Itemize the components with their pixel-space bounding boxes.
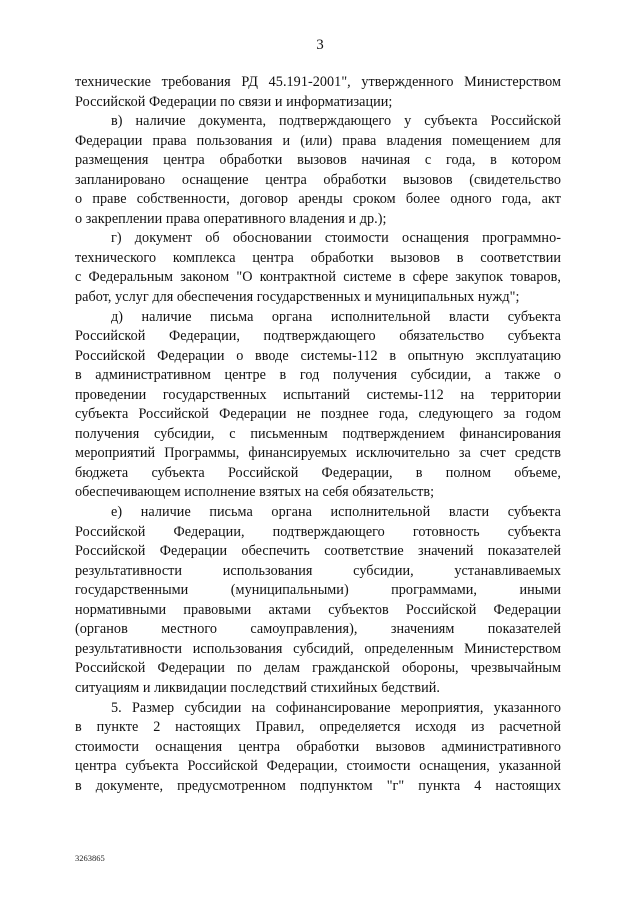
text-line: субъекта Российской Федерации не позднее года, следующего за годом <box>75 406 561 423</box>
text-line: бюджета субъекта Российской Федерации, в полном объеме, <box>75 464 561 481</box>
text-line: о закреплении права оперативного владения и др.); <box>75 210 387 227</box>
text-line: технические требования РД 45.191-2001", утвержденного Министерством <box>75 74 561 90</box>
text-line: технического комплекса центра обработки вызовов в соответствии <box>75 249 561 266</box>
page-number: 3 <box>316 37 324 53</box>
text-line: в документе, предусмотренном подпунктом "г" пункта 4 настоящих <box>75 777 561 794</box>
text-line: нормативными правовыми актами субъектов Российской Федерации <box>75 601 561 618</box>
text-line: центра субъекта Российской Федерации, стоимости оснащения, указанной <box>75 758 561 775</box>
text-line: в административном центре в год получения субсидии, а также о <box>75 367 561 384</box>
text-line: запланировано оснащение центра обработки вызовов (свидетельство <box>75 171 561 188</box>
text-line: Российской Федерации по связи и информатизации; <box>75 93 393 110</box>
text-line: д) наличие письма органа исполнительной власти субъекта <box>111 308 561 325</box>
text-line: Российской Федерации, подтверждающего готовность субъекта <box>75 523 561 540</box>
text-line: работ, услуг для обеспечения государственных и муниципальных нужд"; <box>75 289 520 306</box>
text-line: размещения центра обработки вызовов начиная с года, в котором <box>75 152 561 169</box>
text-line: в) наличие документа, подтверждающего у субъекта Российской <box>111 113 561 130</box>
text-line: о праве собственности, договор аренды сроком более одного года, акт <box>75 191 561 208</box>
text-line: результативности использования субсидии, устанавливаемых <box>75 562 561 579</box>
text-line: 5. Размер субсидии на софинансирование мероприятия, указанного <box>111 699 561 716</box>
text-line: Российской Федерации по делам гражданской обороны, чрезвычайным <box>75 660 561 677</box>
text-line: Российской Федерации обеспечить соответствие значений показателей <box>75 543 561 560</box>
text-line: в пункте 2 настоящих Правил, определяется исходя из расчетной <box>75 719 561 736</box>
text-line: е) наличие письма органа исполнительной власти субъекта <box>111 504 561 521</box>
document-id: 3263865 <box>75 853 105 863</box>
text-line: проведении государственных испытаний системы-112 на территории <box>75 386 561 403</box>
text-line: результативности использования субсидий, определенным Министерством <box>75 640 561 657</box>
text-line: с Федеральным законом "О контрактной системе в сфере закупок товаров, <box>75 269 561 286</box>
text-line: обеспечивающем исполнение взятых на себя обязательств; <box>75 484 435 501</box>
text-line: г) документ об обосновании стоимости оснащения программно- <box>111 230 561 247</box>
text-line: Федерации права пользования и (или) права владения помещением для <box>75 132 561 149</box>
text-line: ситуациям и ликвидации последствий стихийных бедствий. <box>75 679 440 696</box>
text-line: государственными (муниципальными) программами, иными <box>75 582 561 599</box>
text-line: стоимости оснащения центра обработки вызовов административного <box>75 738 561 755</box>
text-line: получения субсидии, с письменным подтверждением финансирования <box>75 425 561 442</box>
text-line: Российской Федерации о вводе системы-112 в опытную эксплуатацию <box>75 347 561 364</box>
text-line: Российской Федерации, подтверждающего обязательство субъекта <box>75 328 561 345</box>
text-line: мероприятий Программы, финансируемых исключительно за счет средств <box>75 445 561 462</box>
text-line: (органов местного самоуправления), значениям показателей <box>75 621 561 638</box>
body-text <box>75 73 561 796</box>
